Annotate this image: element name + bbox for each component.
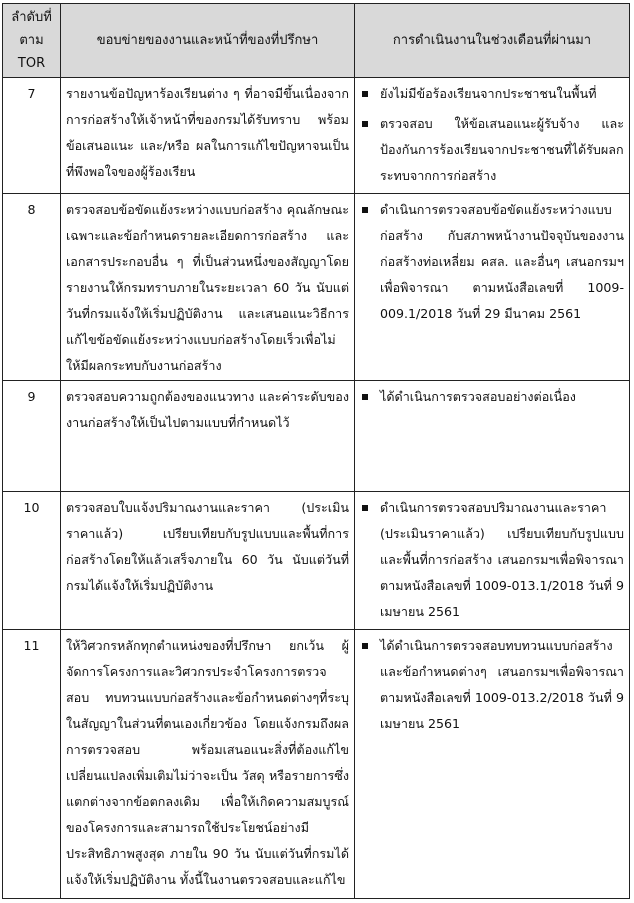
bullet-icon	[362, 91, 368, 97]
table-row	[3, 630, 630, 899]
table-header-row	[3, 4, 630, 78]
result-item	[360, 111, 624, 189]
row-scope: ตรวจสอบใบแจ้งปริมาณงานและราคา (ประเมินราคาแล้ว) เปรียบเทียบกับรูปแบบและพื้นที่การก่อสร้างโดยให้แล้วเสร็จภายใน 60 วัน นับแต่วันที่กรมได้แจ้งให้เริ่มปฏิบัติงาน	[61, 492, 355, 630]
result-text: ได้ดำเนินการตรวจสอบทบทวนแบบก่อสร้างและข้อกำหนดต่างๆ เสนอกรมฯเพื่อพิจารณาตามหนังสือเลขที่ 1009-013.2/2018 วันที่ 9 เมษายน 2561	[380, 638, 624, 731]
row-number: 9	[3, 381, 61, 492]
header-tor-line: ลำดับที่	[11, 10, 52, 25]
header-tor-line: ตาม	[19, 33, 44, 48]
row-number: 8	[3, 194, 61, 381]
row-results	[355, 194, 630, 381]
table-row	[3, 492, 630, 630]
result-text: ดำเนินการตรวจสอบข้อขัดแย้งระหว่างแบบก่อสร้าง กับสภาพหน้างานปัจจุบันของงานก่อสร้างท่อเหลี่ยม คสล. และอื่นๆ เสนอกรมฯเพื่อพิจารณา ตามหนังสือเลขที่ 1009-009.1/2018 วันที่ 29 มีนาคม 2561	[380, 202, 624, 321]
row-results	[355, 630, 630, 899]
header-scope: ขอบข่ายของงานและหน้าที่ของที่ปรึกษา	[61, 4, 355, 78]
header-tor-line: TOR	[17, 56, 46, 71]
result-text: ได้ดำเนินการตรวจสอบอย่างต่อเนื่อง	[380, 389, 576, 404]
bullet-icon	[362, 505, 368, 511]
table-row	[3, 194, 630, 381]
table-row	[3, 78, 630, 194]
document-page	[2, 3, 630, 899]
result-text: ดำเนินการตรวจสอบปริมาณงานและราคา (ประเมินราคาแล้ว) เปรียบเทียบกับรูปแบบและพื้นที่การก่อสร้าง เสนอกรมฯเพื่อพิจารณาตามหนังสือเลขที่ 1009-013.1/2018 วันที่ 9 เมษายน 2561	[380, 500, 624, 619]
bullet-icon	[362, 394, 368, 400]
table-row	[3, 381, 630, 492]
progress-table	[2, 3, 630, 899]
result-item	[360, 197, 624, 327]
row-scope: รายงานข้อปัญหาร้องเรียนต่าง ๆ ที่อาจมีขึ้นเนื่องจากการก่อสร้างให้เจ้าหน้าที่ของกรมได้รับทราบ พร้อมข้อเสนอแนะ และ/หรือ ผลในการแก้ไขปัญหาจนเป็นที่พึงพอใจของผู้ร้องเรียน	[61, 78, 355, 194]
result-item	[360, 633, 624, 737]
row-results	[355, 381, 630, 492]
row-scope: ตรวจสอบข้อขัดแย้งระหว่างแบบก่อสร้าง คุณลักษณะเฉพาะและข้อกำหนดรายละเอียดการก่อสร้าง และเอกสารประกอบอื่น ๆ ที่เป็นส่วนหนึ่งของสัญญาโดยรายงานให้กรมทราบภายในระยะเวลา 60 วัน นับแต่วันที่กรมแจ้งให้เริ่มปฏิบัติงาน และเสนอแนะวิธีการแก้ไขข้อขัดแย้งระหว่างแบบก่อสร้างโดยเร็วเพื่อไม่ให้มีผลกระทบกับงานก่อสร้าง	[61, 194, 355, 381]
row-scope: ให้วิศวกรหลักทุกตำแหน่งของที่ปรึกษา ยกเว้น ผู้จัดการโครงการและวิศวกรประจำโครงการตรวจสอบ ทบทวนแบบก่อสร้างและข้อกำหนดต่างๆที่ระบุในสัญญาในส่วนที่ตนเองเกี่ยวข้อง โดยแจ้งกรมถึงผลการตรวจสอบ พร้อมเสนอแนะสิ่งที่ต้องแก้ไขเปลี่ยนแปลงเพิ่มเติมไม่ว่าจะเป็น วัสดุ หรือรายการซึ่งแตกต่างจากข้อตกลงเดิม เพื่อให้เกิดความสมบูรณ์ของโครงการและสามารถใช้ประโยชน์อย่างมีประสิทธิภาพสูงสุด ภายใน 90 วัน นับแต่วันที่กรมได้แจ้งให้เริ่มปฏิบัติงาน ทั้งนี้ในงานตรวจสอบและแก้ไข	[61, 630, 355, 899]
row-number: 11	[3, 630, 61, 899]
bullet-icon	[362, 207, 368, 213]
row-results	[355, 492, 630, 630]
row-results	[355, 78, 630, 194]
bullet-icon	[362, 121, 368, 127]
header-results: การดำเนินงานในช่วงเดือนที่ผ่านมา	[355, 4, 630, 78]
result-item	[360, 495, 624, 625]
row-number: 7	[3, 78, 61, 194]
result-item	[360, 81, 624, 107]
result-text: ตรวจสอบ ให้ข้อเสนอแนะผู้รับจ้าง และป้องกันการร้องเรียนจากประชาชนที่ได้รับผลกระทบจากการก่อสร้าง	[380, 116, 624, 183]
bullet-icon	[362, 643, 368, 649]
row-number: 10	[3, 492, 61, 630]
header-tor-number	[3, 4, 61, 78]
result-text: ยังไม่มีข้อร้องเรียนจากประชาชนในพื้นที่	[380, 86, 597, 101]
row-scope: ตรวจสอบความถูกต้องของแนวทาง และค่าระดับของงานก่อสร้างให้เป็นไปตามแบบที่กำหนดไว้	[61, 381, 355, 492]
result-item	[360, 384, 624, 410]
